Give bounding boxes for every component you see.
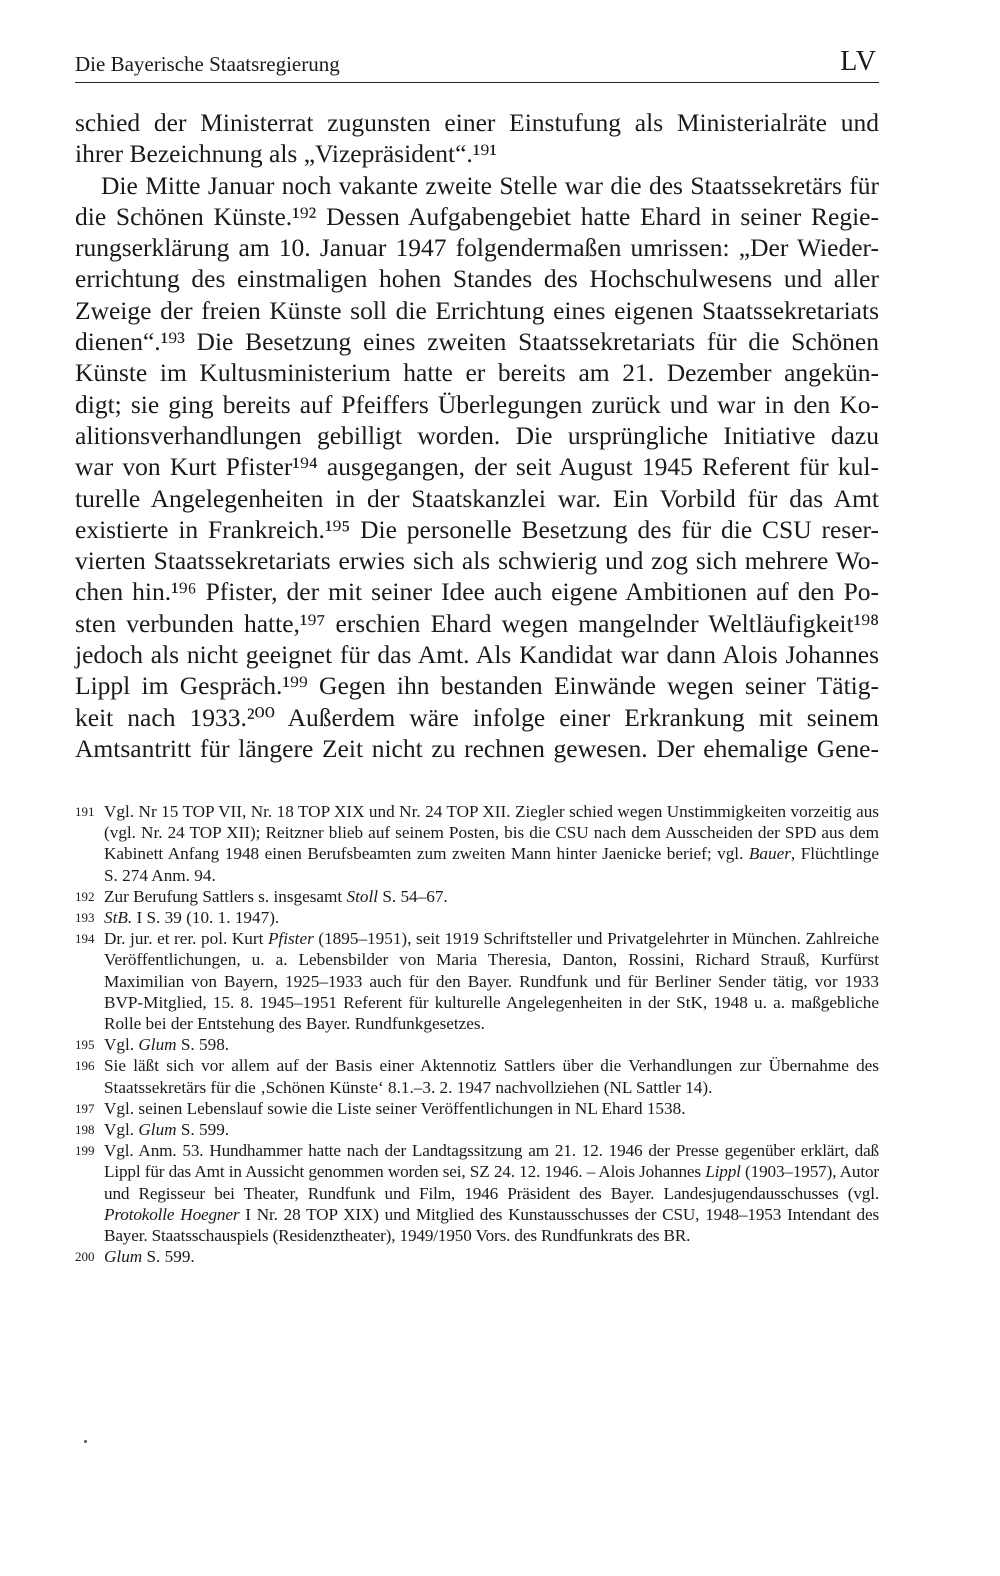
footnote-text: Vgl. Anm. 53. Hundhammer hatte nach der Landtagssitzung am 21. 12. 1946 der Presse gegenüber erklärt, daß Lippl für das Amt in Aussicht genommen worden sei, SZ 24. 12. 1946. – Alois Johannes Lippl (1903–1957), Autor und Regisseur bei Theater, Rundfunk und Film, 1946 Präsident des Bayer. Landesjugendausschusses (vgl. Protokolle Hoegner I Nr. 28 TOP XIX) und Mitglied des Kunstausschusses der CSU, 1948–1953 Intendant des Bayer. Staatsschauspiels (Residenztheater), 1949/1950 Vors. des Rundfunkrats des BR. xyxy=(104,1141,880,1246)
footnote-text: Vgl. Glum S. 599. xyxy=(104,1120,230,1140)
footnote-text: Vgl. seinen Lebenslauf sowie die Liste seiner Veröffentlichungen in NL Ehard 1538. xyxy=(104,1098,686,1118)
text-line: war von Kurt Pfister¹⁹⁴ ausgegangen, der seit August 1945 Referent für kul- xyxy=(75,452,879,482)
footnote-text: Vgl. Nr 15 TOP VII, Nr. 18 TOP XIX und Nr. 24 TOP XII. Ziegler schied wegen Unstimmigkeiten vorzeitig aus (vgl. Nr. 24 TOP XII); Reitzner blieb auf seinem Posten, bis die CSU nach dem Ausscheiden der SPD aus dem Kabinett Anfang 1948 einen Berufsbeamten zum zweiten Mann hinter Jaenicke berief; vgl. Bauer, Flüchtlinge S. 274 Anm. 94. xyxy=(104,802,879,885)
footnote-number: 191 xyxy=(75,804,95,819)
text-line: keit nach 1933.²⁰⁰ Außerdem wäre infolge einer Erkrankung mit seinem xyxy=(75,702,879,732)
footnote-number: 194 xyxy=(75,931,95,947)
footnote xyxy=(75,1140,879,1246)
footnote xyxy=(75,1055,879,1097)
text-line: schied der Ministerrat zugunsten einer Einstufung als Ministerialräte und xyxy=(75,108,879,137)
footnote xyxy=(75,1119,879,1140)
footnote xyxy=(75,1034,879,1055)
footnote xyxy=(75,1246,879,1267)
text-line: jedoch als nicht geeignet für das Amt. Als Kandidat war dann Alois Johannes xyxy=(75,640,879,670)
footnote-number: 198 xyxy=(75,1122,95,1138)
text-line: Künste im Kultusministerium hatte er bereits am 21. Dezember angekün- xyxy=(75,358,879,388)
footnote-number: 193 xyxy=(75,910,95,926)
text-line: vierten Staatssekretariats erwies sich als schwierig und zog sich mehrere Wo- xyxy=(75,546,879,576)
text-line: die Schönen Künste.¹⁹² Dessen Aufgabengebiet hatte Ehard in seiner Regie- xyxy=(75,201,879,231)
main-text xyxy=(75,107,879,764)
text-line: ihrer Bezeichnung als „Vizepräsident“.¹⁹¹ xyxy=(75,139,497,169)
text-line: dienen“.¹⁹³ Die Besetzung eines zweiten Staatssekretariats für die Schönen xyxy=(75,327,879,357)
page-number: LV xyxy=(840,46,877,77)
text-line: Lippl im Gespräch.¹⁹⁹ Gegen ihn bestanden Einwände wegen seiner Tätig- xyxy=(75,671,879,701)
text-line: digt; sie ging bereits auf Pfeiffers Überlegungen zurück und war in den Ko- xyxy=(75,389,879,419)
footnote xyxy=(75,801,879,886)
text-line: turelle Angelegenheiten in der Staatskanzlei war. Ein Vorbild für das Amt xyxy=(75,483,879,513)
footnote-number: 195 xyxy=(75,1037,95,1053)
footnote-number: 199 xyxy=(75,1143,95,1159)
footnote xyxy=(75,928,879,1034)
text-line: Zweige der freien Künste soll die Errichtung eines eigenen Staatssekretariats xyxy=(75,295,879,325)
text-line: rungserklärung am 10. Januar 1947 folgendermaßen umrissen: „Der Wieder- xyxy=(75,233,879,263)
footnote xyxy=(75,886,879,907)
footnote-number: 192 xyxy=(75,888,95,904)
footnote-number: 196 xyxy=(75,1058,95,1074)
running-header xyxy=(75,44,879,83)
footnote xyxy=(75,1098,879,1119)
footnote-text: StB. I S. 39 (10. 1. 1947). xyxy=(104,908,280,928)
footnote xyxy=(75,907,879,928)
text-line: alitionsverhandlungen gebilligt worden. Die ursprüngliche Initiative dazu xyxy=(75,420,879,450)
footnote-text: Vgl. Glum S. 598. xyxy=(104,1035,230,1055)
text-line: Die Mitte Januar noch vakante zweite Stelle war die des Staatssekretärs für xyxy=(101,170,879,200)
text-line: sten verbunden hatte,¹⁹⁷ erschien Ehard wegen mangelnder Weltläufigkeit¹⁹⁸ xyxy=(75,608,879,638)
text-line: Amtsantritt für längere Zeit nicht zu rechnen gewesen. Der ehemalige Gene- xyxy=(75,733,879,763)
footnotes xyxy=(75,801,879,1267)
paper-speck xyxy=(84,1440,87,1443)
footnote-text: Dr. jur. et rer. pol. Kurt Pfister (1895–1951), seit 1919 Schriftsteller und Privatgelehrter in München. Zahlreiche Veröffentlichungen, u. a. Lebensbilder von Maria Theresia, Danton, Rossini, Richard Strauß, Kurfürst Maximilian von Bayern, 1925–1933 auch für den Bayer. Rundfunk und für Berliner Sender tätig, vor 1933 BVP-Mitglied, 15. 8. 1945–1951 Referent für kulturelle Angelegenheiten in der StK, 1948 u. a. maßgebliche Rolle bei der Entstehung des Bayer. Rundfunkgesetzes. xyxy=(104,929,879,1034)
text-line: errichtung des einstmaligen hohen Standes des Hochschulwesens und aller xyxy=(75,264,879,294)
footnote-text: Sie läßt sich vor allem auf der Basis einer Aktennotiz Sattlers über die Verhandlungen zur Übernahme des Staatssekretärs für die ‚Schönen Künste‘ 8.1.–3. 2. 1947 nachvollziehen (NL Sattler 14). xyxy=(104,1056,879,1097)
text-line: chen hin.¹⁹⁶ Pfister, der mit seiner Idee auch eigene Ambitionen auf den Po- xyxy=(75,577,879,607)
footnote-text: Glum S. 599. xyxy=(104,1247,195,1267)
footnote-text: Zur Berufung Sattlers s. insgesamt Stoll S. 54–67. xyxy=(104,886,448,906)
footnote-number: 197 xyxy=(75,1100,95,1116)
text-line: existierte in Frankreich.¹⁹⁵ Die personelle Besetzung des für die CSU reser- xyxy=(75,514,879,544)
footnote-number: 200 xyxy=(75,1249,95,1265)
running-head-title: Die Bayerische Staatsregierung xyxy=(75,52,340,76)
